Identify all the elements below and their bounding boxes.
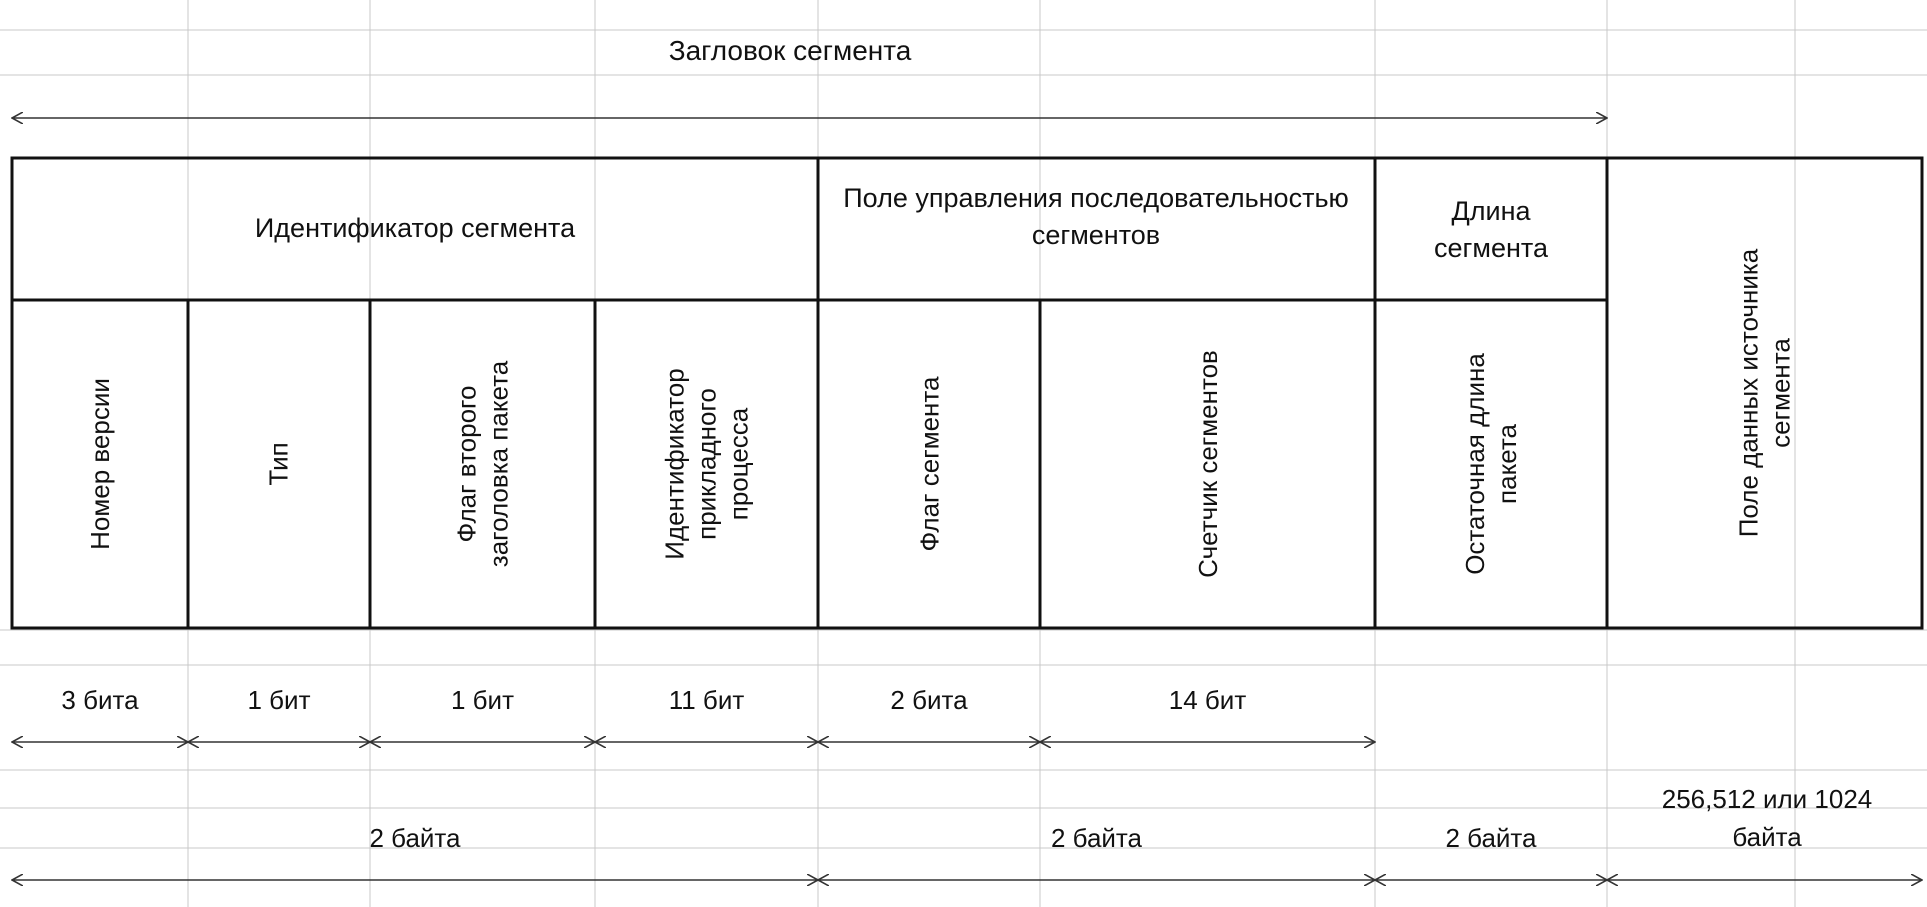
- field-source-data-label: Поле данных источника сегмента: [1733, 248, 1796, 538]
- field-segment-flag-cell: [818, 300, 1040, 628]
- bits-segment-flag-label: 2 бита: [890, 685, 968, 715]
- group-length-label: Длина сегмента: [1434, 196, 1548, 263]
- group-sequence-label: Поле управления последовательностью сегментов: [843, 183, 1349, 250]
- bits-app-process-id-label: 11 бит: [668, 685, 745, 715]
- group-identifier-label: Идентификатор сегмента: [254, 213, 576, 243]
- field-type-cell: [188, 300, 370, 628]
- field-residual-length-cell: [1375, 300, 1607, 628]
- field-second-header-flag-cell: [370, 300, 595, 628]
- field-version-label: Номер версии: [85, 378, 115, 550]
- bytes-data-label: 256,512 или 1024 байта: [1661, 784, 1873, 852]
- field-segment-counter-cell: [1040, 300, 1375, 628]
- field-residual-length-label: Остаточная длина пакета: [1460, 353, 1522, 575]
- bits-segment-counter-label: 14 бит: [1168, 685, 1247, 715]
- field-version-cell: [12, 300, 188, 628]
- field-type-label: Тип: [264, 442, 294, 486]
- field-segment-counter-label: Счетчик сегментов: [1192, 350, 1223, 578]
- field-second-header-flag-label: Флаг второго заголовка пакета: [451, 360, 514, 568]
- bits-second-header-flag-label: 1 бит: [450, 685, 514, 715]
- field-app-process-id-cell: [595, 300, 818, 628]
- bytes-length-label: 2 байта: [1445, 823, 1537, 853]
- segment-header-title: Загловок сегмента: [668, 35, 912, 66]
- bits-type-label: 1 бит: [247, 685, 311, 715]
- field-app-process-id-label: Идентификатор прикладного процесса: [659, 368, 754, 560]
- bytes-identifier-label: 2 байта: [369, 823, 461, 853]
- bytes-sequence-label: 2 байта: [1050, 823, 1143, 853]
- bits-version-label: 3 бита: [61, 685, 139, 715]
- field-source-data-cell: [1607, 158, 1922, 628]
- field-segment-flag-label: Флаг сегмента: [914, 376, 944, 552]
